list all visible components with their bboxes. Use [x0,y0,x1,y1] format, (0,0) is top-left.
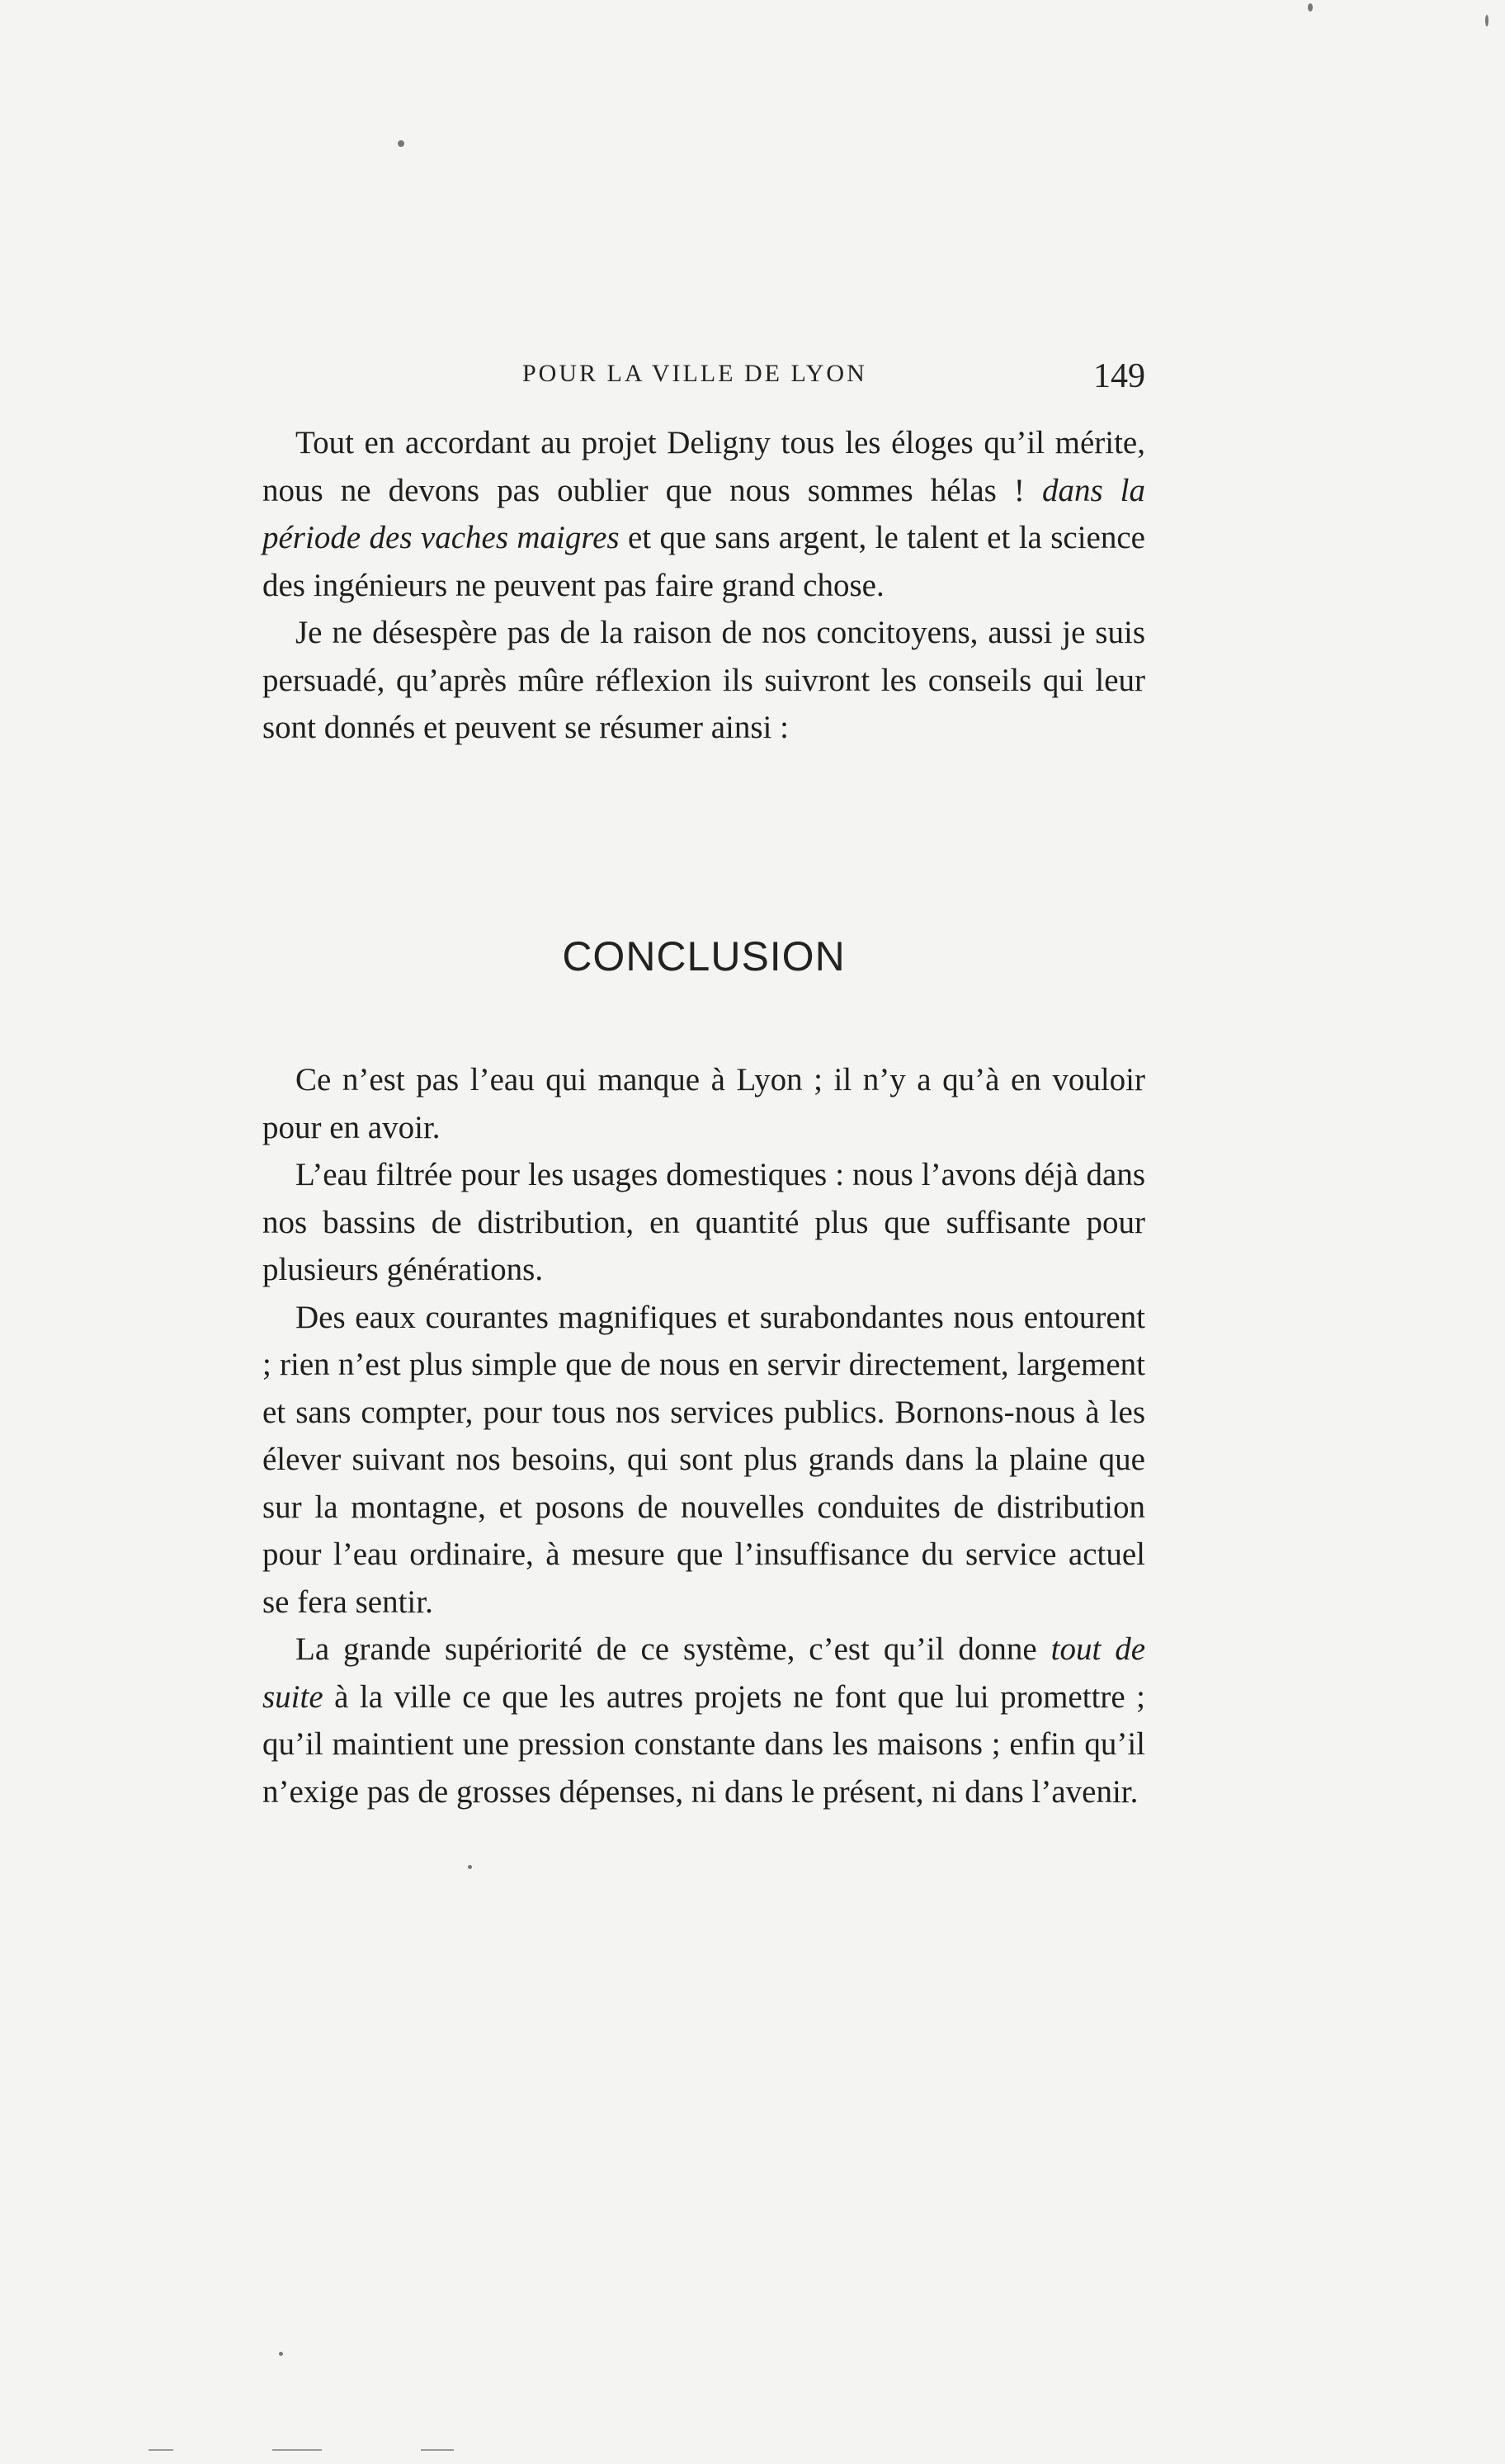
italic-phrase: tout de suite [262,1631,1145,1715]
scan-speck [468,1865,472,1869]
conclusion-text [262,1056,1145,1815]
scan-speck [279,2352,283,2356]
paragraph [262,419,1145,609]
page-header [262,357,1145,401]
scan-edge-mark [149,2449,173,2451]
paragraph [262,1626,1145,1815]
paragraph-text: Tout en accordant au projet Deligny tous les éloges qu’il mérite, nous ne devons pas oublier que nous sommes hélas ! [262,425,1145,508]
intro-text [262,419,1145,752]
paragraph-text: La grande supériorité de ce système, c’est qu’il donne [295,1631,1051,1667]
paragraph-text: et que sans argent, le talent et la science des ingénieurs ne peuvent pas faire grand chose. [262,520,1145,603]
paragraph: Je ne désespère pas de la raison de nos concitoyens, aussi je suis persuadé, qu’après mûre réflexion ils suivront les conseils qui leur sont donnés et peuvent se résumer ainsi : [262,615,1145,745]
paragraph: Ce n’est pas l’eau qui manque à Lyon ; il n’y a qu’à en vouloir pour en avoir. [262,1062,1145,1145]
running-head: POUR LA VILLE DE LYON [522,360,867,387]
scan-speck [398,140,404,147]
scan-speck [1485,15,1488,26]
paragraph: L’eau filtrée pour les usages domestiques : nous l’avons déjà dans nos bassins de distribution, en quantité plus que suffisante pour plusieurs générations. [262,1157,1145,1287]
paragraph: Des eaux courantes magnifiques et surabondantes nous entourent ; rien n’est plus simple que de nous en servir directement, largement et sans compter, pour tous nos services publics. Bornons-nous à les élever suivant nos besoins, qui sont plus grands dans la plaine que sur la montagne, et posons de nouvelles conduites de distribution pour l’eau ordinaire, à mesure que l’insuffisance du service actuel se fera sentir. [262,1299,1145,1620]
paragraph-text: à la ville ce que les autres projets ne font que lui promettre ; qu’il maintient une pression constante dans les maisons ; enfin qu’il n’exige pas de grosses dépenses, ni dans le présent, ni dans l’avenir. [262,1678,1145,1810]
italic-phrase: dans la période des vaches maigres [262,472,1146,555]
scan-edge-mark [421,2449,454,2451]
page-number: 149 [1093,357,1145,395]
section-heading: CONCLUSION [562,933,846,979]
scan-edge-mark [272,2449,322,2451]
scan-speck [1308,3,1313,12]
